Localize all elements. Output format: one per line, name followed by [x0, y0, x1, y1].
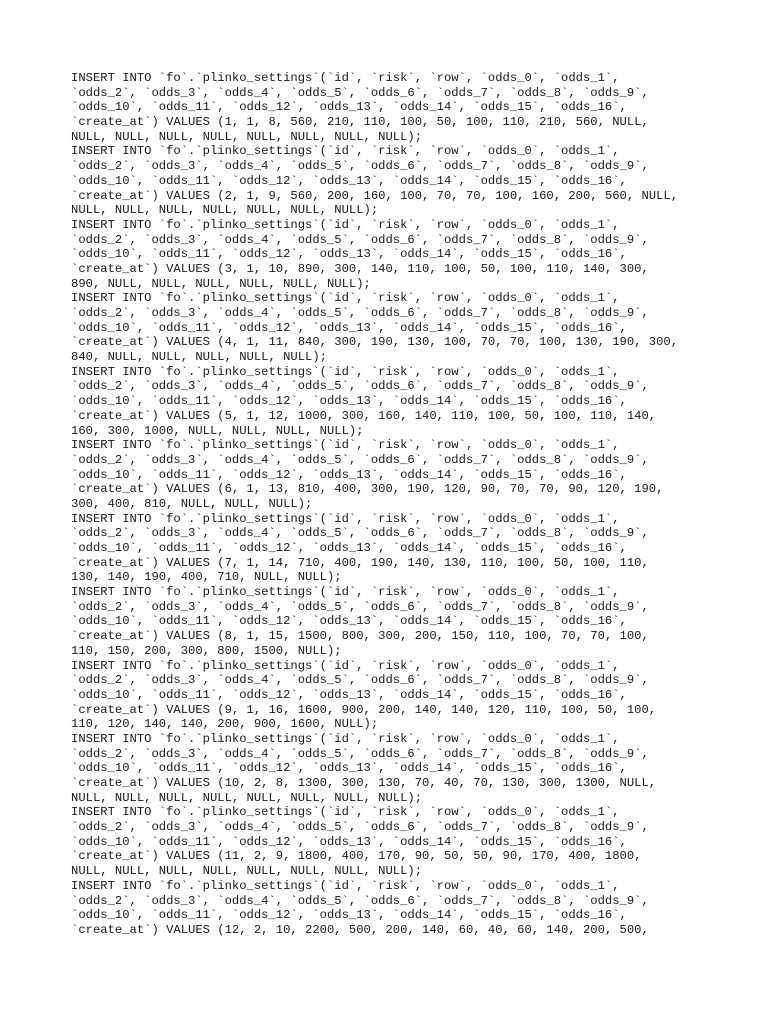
sql-line: INSERT INTO `fo`.`plinko_settings`(`id`, `risk`, `row`, `odds_0`, `odds_1`,: [71, 805, 620, 820]
sql-line: `odds_2`, `odds_3`, `odds_4`, `odds_5`, `odds_6`, `odds_7`, `odds_8`, `odds_9`,: [71, 673, 649, 688]
sql-line: INSERT INTO `fo`.`plinko_settings`(`id`, `risk`, `row`, `odds_0`, `odds_1`,: [71, 217, 620, 232]
sql-line: `odds_10`, `odds_11`, `odds_12`, `odds_13`, `odds_14`, `odds_15`, `odds_16`,: [71, 394, 627, 409]
sql-line: INSERT INTO `fo`.`plinko_settings`(`id`, `risk`, `row`, `odds_0`, `odds_1`,: [71, 585, 620, 600]
sql-line: NULL, NULL, NULL, NULL, NULL, NULL, NULL);: [71, 203, 379, 218]
sql-line: `odds_10`, `odds_11`, `odds_12`, `odds_13`, `odds_14`, `odds_15`, `odds_16`,: [71, 687, 627, 702]
sql-line: INSERT INTO `fo`.`plinko_settings`(`id`, `risk`, `row`, `odds_0`, `odds_1`,: [71, 658, 620, 673]
sql-line: INSERT INTO `fo`.`plinko_settings`(`id`, `risk`, `row`, `odds_0`, `odds_1`,: [71, 364, 620, 379]
sql-line: 110, 120, 140, 140, 200, 900, 1600, NULL);: [71, 717, 379, 732]
sql-line: INSERT INTO `fo`.`plinko_settings`(`id`, `risk`, `row`, `odds_0`, `odds_1`,: [71, 731, 620, 746]
sql-line: INSERT INTO `fo`.`plinko_settings`(`id`, `risk`, `row`, `odds_0`, `odds_1`,: [71, 291, 620, 306]
sql-line: INSERT INTO `fo`.`plinko_settings`(`id`, `risk`, `row`, `odds_0`, `odds_1`,: [71, 511, 620, 526]
sql-line: `odds_10`, `odds_11`, `odds_12`, `odds_13`, `odds_14`, `odds_15`, `odds_16`,: [71, 541, 627, 555]
sql-line: 160, 300, 1000, NULL, NULL, NULL, NULL);: [71, 423, 364, 438]
sql-line: 300, 400, 810, NULL, NULL, NULL);: [71, 496, 313, 511]
sql-line: `odds_2`, `odds_3`, `odds_4`, `odds_5`, `odds_6`, `odds_7`, `odds_8`, `odds_9`,: [71, 232, 649, 247]
sql-line: `create_at`) VALUES (11, 2, 9, 1800, 400, 170, 90, 50, 50, 90, 170, 400, 1800,: [71, 849, 642, 864]
sql-line: `create_at`) VALUES (4, 1, 11, 840, 300, 190, 130, 100, 70, 70, 100, 130, 190, 300,: [71, 335, 679, 350]
sql-line: `create_at`) VALUES (9, 1, 16, 1600, 900, 200, 140, 140, 120, 110, 100, 50, 100,: [71, 702, 657, 717]
sql-line: `create_at`) VALUES (5, 1, 12, 1000, 300, 160, 140, 110, 100, 50, 100, 110, 140,: [71, 408, 657, 423]
sql-line: 890, NULL, NULL, NULL, NULL, NULL, NULL);: [71, 276, 371, 291]
sql-line: `create_at`) VALUES (8, 1, 15, 1500, 800, 300, 200, 150, 110, 100, 70, 70, 100,: [71, 629, 649, 644]
sql-line: INSERT INTO `fo`.`plinko_settings`(`id`, `risk`, `row`, `odds_0`, `odds_1`,: [71, 144, 620, 159]
sql-line: `create_at`) VALUES (7, 1, 14, 710, 400, 190, 140, 130, 110, 100, 50, 100, 110,: [71, 555, 649, 570]
sql-line: `odds_10`, `odds_11`, `odds_12`, `odds_13`, `odds_14`, `odds_15`, `odds_16`,: [71, 834, 627, 849]
sql-line: NULL, NULL, NULL, NULL, NULL, NULL, NULL, NULL);: [71, 790, 423, 805]
sql-line: 840, NULL, NULL, NULL, NULL, NULL);: [71, 350, 327, 365]
sql-line: `odds_10`, `odds_11`, `odds_12`, `odds_13`, `odds_14`, `odds_15`, `odds_16`,: [71, 761, 627, 776]
sql-line: `odds_10`, `odds_11`, `odds_12`, `odds_13`, `odds_14`, `odds_15`, `odds_16`,: [71, 173, 627, 188]
sql-line: `create_at`) VALUES (12, 2, 10, 2200, 500, 200, 140, 60, 40, 60, 140, 200, 500,: [71, 922, 649, 937]
sql-line: `odds_2`, `odds_3`, `odds_4`, `odds_5`, `odds_6`, `odds_7`, `odds_8`, `odds_9`,: [71, 599, 649, 614]
sql-line: `odds_10`, `odds_11`, `odds_12`, `odds_13`, `odds_14`, `odds_15`, `odds_16`,: [71, 100, 627, 115]
sql-line: `odds_2`, `odds_3`, `odds_4`, `odds_5`, `odds_6`, `odds_7`, `odds_8`, `odds_9`,: [71, 452, 649, 467]
sql-line: `odds_10`, `odds_11`, `odds_12`, `odds_13`, `odds_14`, `odds_15`, `odds_16`,: [71, 247, 627, 262]
sql-line: INSERT INTO `fo`.`plinko_settings`(`id`, `risk`, `row`, `odds_0`, `odds_1`,: [71, 71, 620, 85]
sql-line: NULL, NULL, NULL, NULL, NULL, NULL, NULL, NULL);: [71, 129, 423, 144]
document-page: [71, 71, 711, 938]
sql-line: 130, 140, 190, 400, 710, NULL, NULL);: [71, 570, 342, 585]
sql-line: INSERT INTO `fo`.`plinko_settings`(`id`, `risk`, `row`, `odds_0`, `odds_1`,: [71, 878, 620, 893]
sql-line: `odds_10`, `odds_11`, `odds_12`, `odds_13`, `odds_14`, `odds_15`, `odds_16`,: [71, 320, 627, 335]
sql-line: `create_at`) VALUES (3, 1, 10, 890, 300, 140, 110, 100, 50, 100, 110, 140, 300,: [71, 261, 649, 276]
sql-line: `odds_2`, `odds_3`, `odds_4`, `odds_5`, `odds_6`, `odds_7`, `odds_8`, `odds_9`,: [71, 159, 649, 174]
sql-line: `odds_2`, `odds_3`, `odds_4`, `odds_5`, `odds_6`, `odds_7`, `odds_8`, `odds_9`,: [71, 85, 649, 100]
sql-line: `odds_2`, `odds_3`, `odds_4`, `odds_5`, `odds_6`, `odds_7`, `odds_8`, `odds_9`,: [71, 820, 649, 835]
sql-line: `odds_10`, `odds_11`, `odds_12`, `odds_13`, `odds_14`, `odds_15`, `odds_16`,: [71, 614, 627, 629]
sql-line: `odds_2`, `odds_3`, `odds_4`, `odds_5`, `odds_6`, `odds_7`, `odds_8`, `odds_9`,: [71, 306, 649, 320]
sql-line: `odds_10`, `odds_11`, `odds_12`, `odds_13`, `odds_14`, `odds_15`, `odds_16`,: [71, 908, 627, 923]
sql-line: 110, 150, 200, 300, 800, 1500, NULL);: [71, 643, 342, 658]
sql-line: INSERT INTO `fo`.`plinko_settings`(`id`, `risk`, `row`, `odds_0`, `odds_1`,: [71, 438, 620, 453]
sql-line: `odds_2`, `odds_3`, `odds_4`, `odds_5`, `odds_6`, `odds_7`, `odds_8`, `odds_9`,: [71, 526, 649, 541]
sql-line: `create_at`) VALUES (1, 1, 8, 560, 210, 110, 100, 50, 100, 110, 210, 560, NULL,: [71, 115, 649, 130]
sql-line: `create_at`) VALUES (10, 2, 8, 1300, 300, 130, 70, 40, 70, 130, 300, 1300, NULL,: [71, 776, 657, 790]
sql-line: `create_at`) VALUES (6, 1, 13, 810, 400, 300, 190, 120, 90, 70, 70, 90, 120, 190,: [71, 482, 664, 497]
sql-line: NULL, NULL, NULL, NULL, NULL, NULL, NULL, NULL);: [71, 864, 423, 879]
sql-line: `odds_2`, `odds_3`, `odds_4`, `odds_5`, `odds_6`, `odds_7`, `odds_8`, `odds_9`,: [71, 746, 649, 761]
sql-line: `create_at`) VALUES (2, 1, 9, 560, 200, 160, 100, 70, 70, 100, 160, 200, 560, NULL,: [71, 188, 679, 203]
sql-line: `odds_2`, `odds_3`, `odds_4`, `odds_5`, `odds_6`, `odds_7`, `odds_8`, `odds_9`,: [71, 379, 649, 394]
sql-line: `odds_10`, `odds_11`, `odds_12`, `odds_13`, `odds_14`, `odds_15`, `odds_16`,: [71, 467, 627, 482]
sql-line: `odds_2`, `odds_3`, `odds_4`, `odds_5`, `odds_6`, `odds_7`, `odds_8`, `odds_9`,: [71, 893, 649, 908]
